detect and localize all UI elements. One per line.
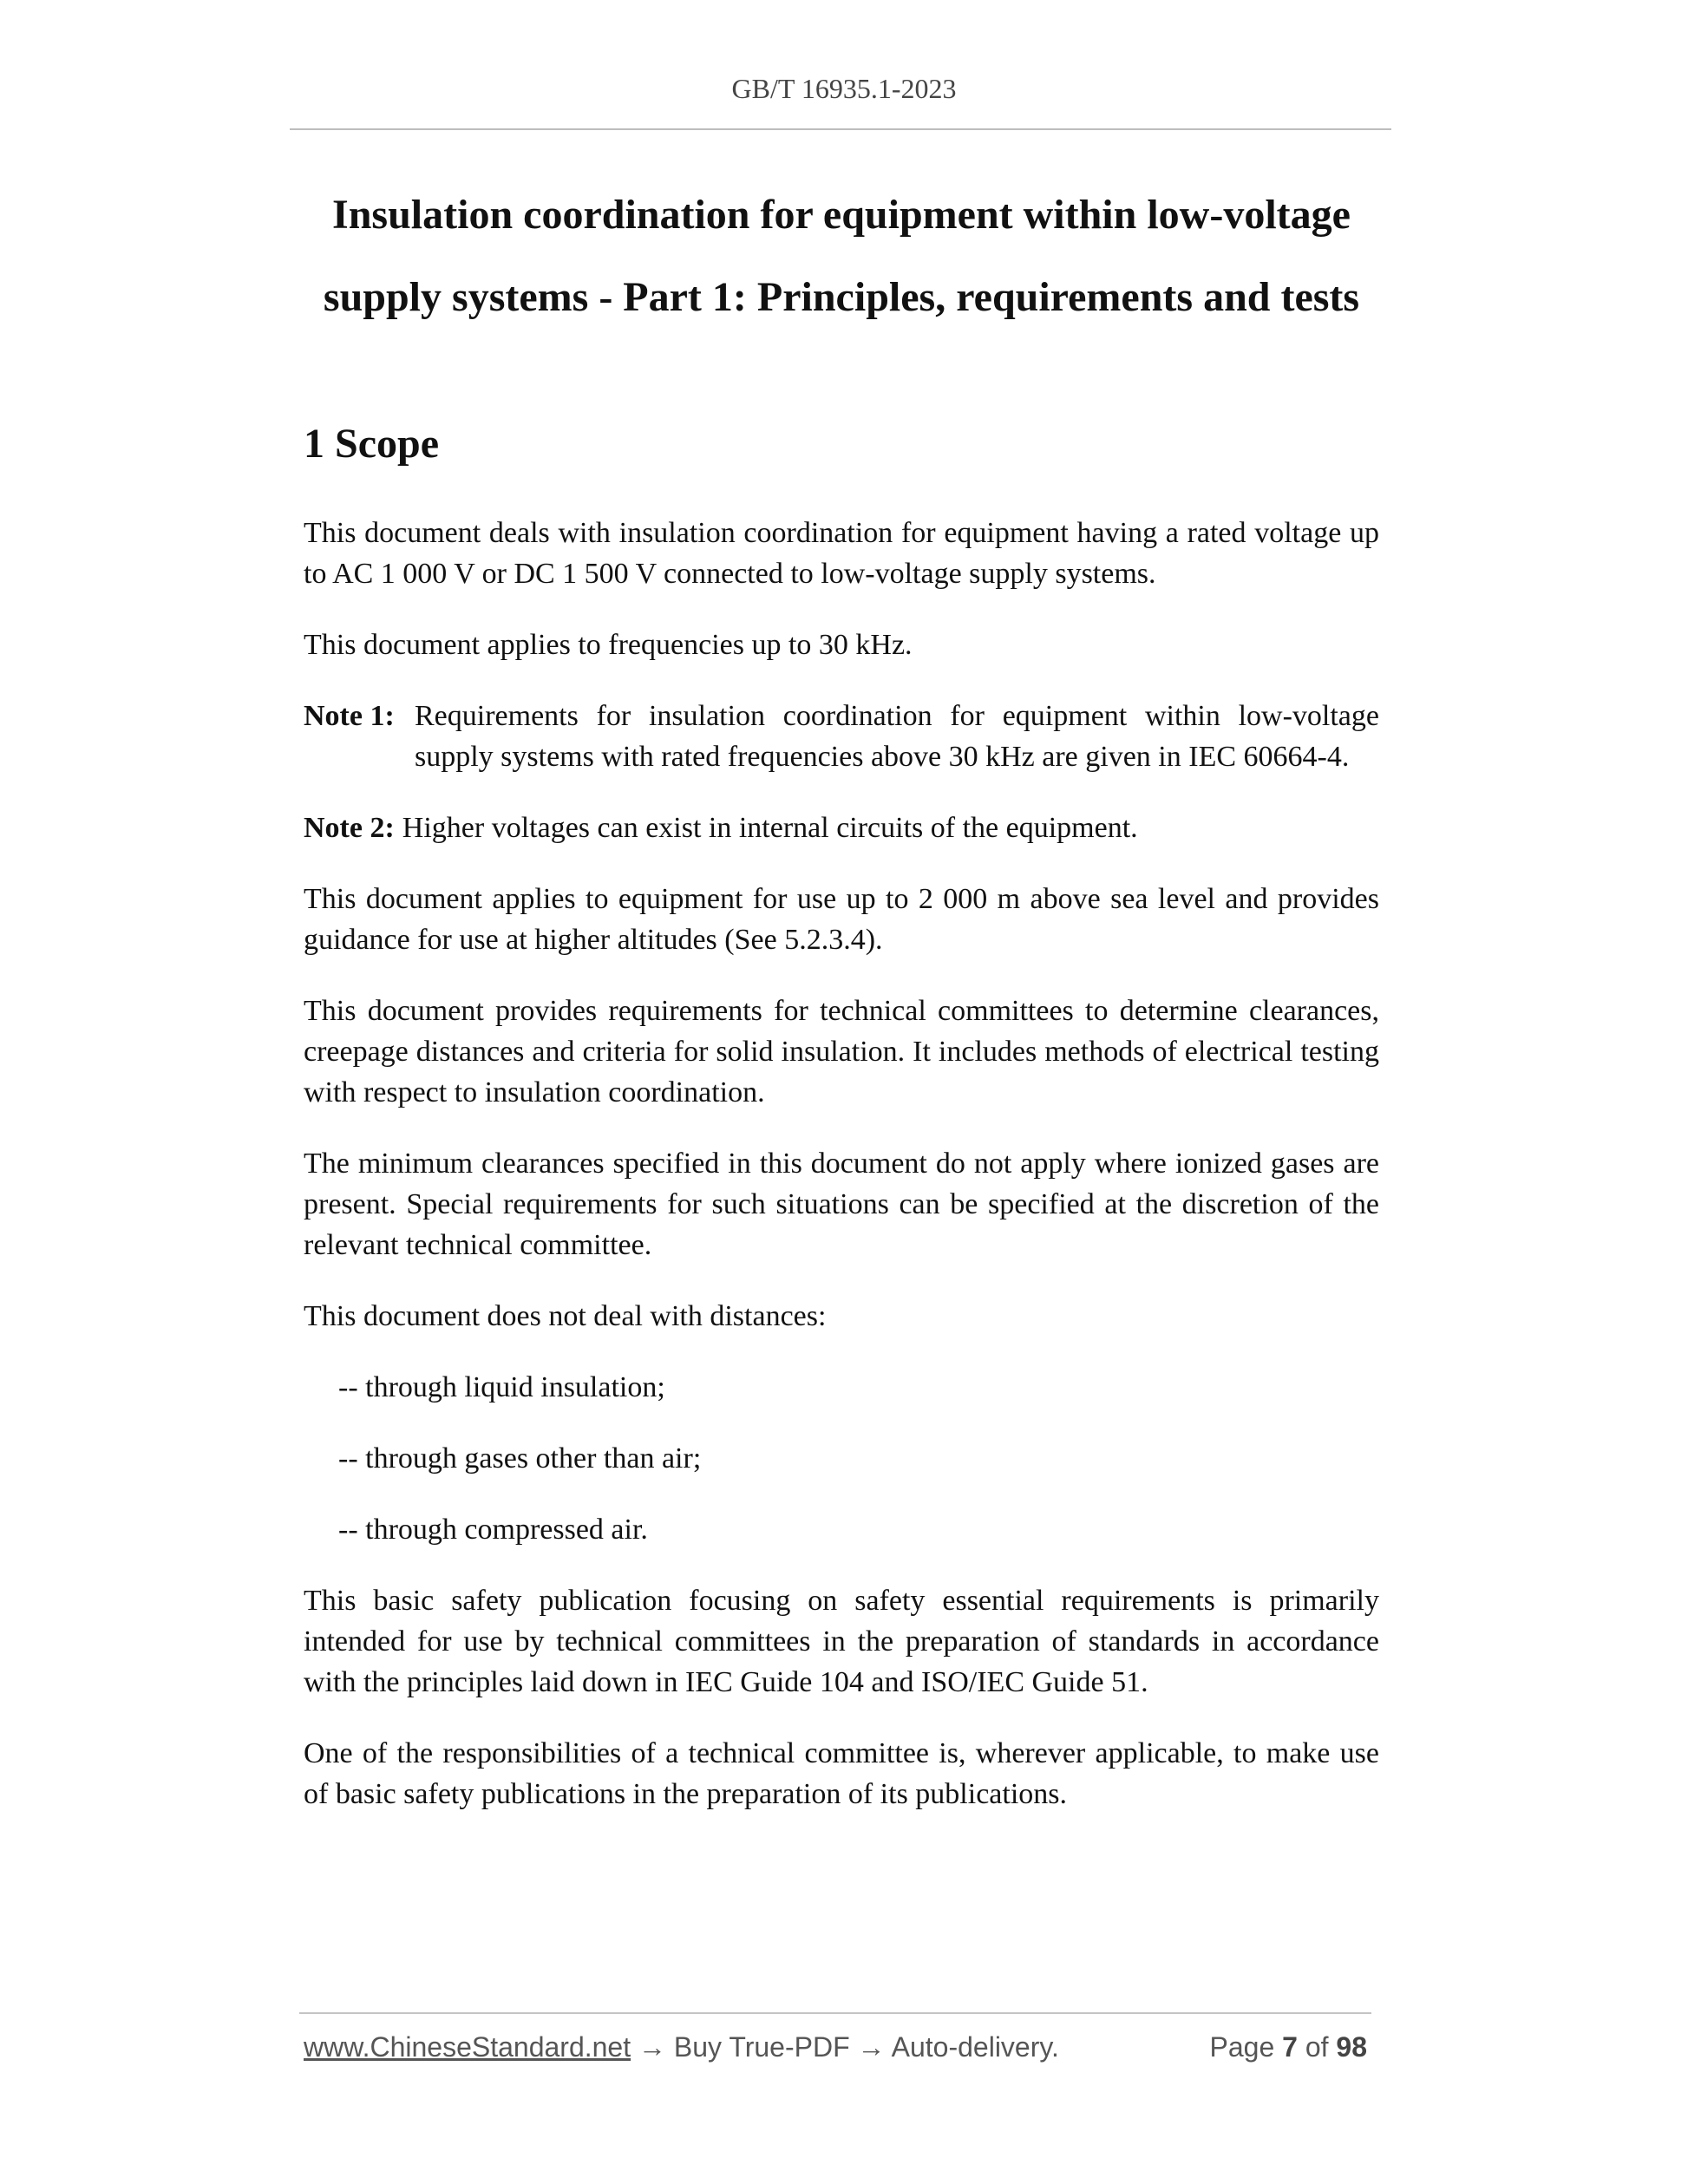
list-item: -- through compressed air. [338,1514,648,1546]
footer-promo-text: → Buy True-PDF → Auto-delivery. [631,2031,1059,2063]
footer-promo [304,2031,1059,2063]
website-link[interactable]: www.ChineseStandard.net [304,2031,631,2063]
running-header: GB/T 16935.1-2023 [731,73,957,104]
title-line-2: supply systems - Part 1: Principles, requirements and tests [323,274,1360,320]
note-1-label: Note 1: [304,700,395,732]
excluded-distances-list [304,1367,1379,1550]
header-divider [290,128,1391,130]
note-2 [304,808,1379,848]
paragraph-basic-safety: This basic safety publication focusing on safety essential requirements is primarily intended for use by technical committees in the preparation of standards in accordance with the principles laid down in IEC Guide 104 and ISO/IEC Guide 51. [304,1585,1379,1698]
note-1-text: Requirements for insulation coordination for equipment within low-voltage supply systems with rated frequencies above 30 kHz are given in IEC 60664-4. [415,700,1379,773]
title-line-1: Insulation coordination for equipment within low-voltage [332,192,1351,238]
paragraph-rated-voltage: This document deals with insulation coordination for equipment having a rated voltage up to AC 1 000 V or DC 1 500 V connected to low-voltage supply systems. [304,517,1379,590]
page-footer [304,2031,1367,2070]
footer-divider [299,2012,1371,2014]
note-2-text: Higher voltages can exist in internal circuits of the equipment. [402,812,1138,844]
note-1 [304,696,1379,777]
paragraph-altitude: This document applies to equipment for use up to 2 000 m above sea level and provides guidance for use at higher altitudes (See 5.2.3.4). [304,883,1379,956]
page-word: Page [1209,2031,1275,2063]
paragraph-responsibilities: One of the responsibilities of a technical committee is, wherever applicable, to make use of basic safety publications in the preparation of its publications. [304,1737,1379,1810]
paragraph-frequencies: This document applies to frequencies up to 30 kHz. [304,629,913,661]
section-body [304,513,1379,1845]
document-title [286,173,1397,338]
paragraph-ionized-gases: The minimum clearances specified in this document do not apply where ionized gases are present. Special requirements for such situations can be specified at the discretion of the relevant technical committee. [304,1148,1379,1261]
note-2-label: Note 2: [304,812,395,844]
paragraph-distances-intro: This document does not deal with distances: [304,1300,827,1332]
of-word: of [1305,2031,1329,2063]
paragraph-clearances: This document provides requirements for technical committees to determine clearances, creepage distances and criteria for solid insulation. It includes methods of electrical testing with respect to insulation coordination. [304,995,1379,1108]
page-indicator [1210,2031,1367,2063]
section-heading: 1 Scope [304,421,439,467]
list-item: -- through liquid insulation; [338,1371,665,1403]
list-item: -- through gases other than air; [338,1442,702,1475]
current-page-number: 7 [1282,2031,1298,2063]
total-page-count: 98 [1336,2031,1367,2063]
